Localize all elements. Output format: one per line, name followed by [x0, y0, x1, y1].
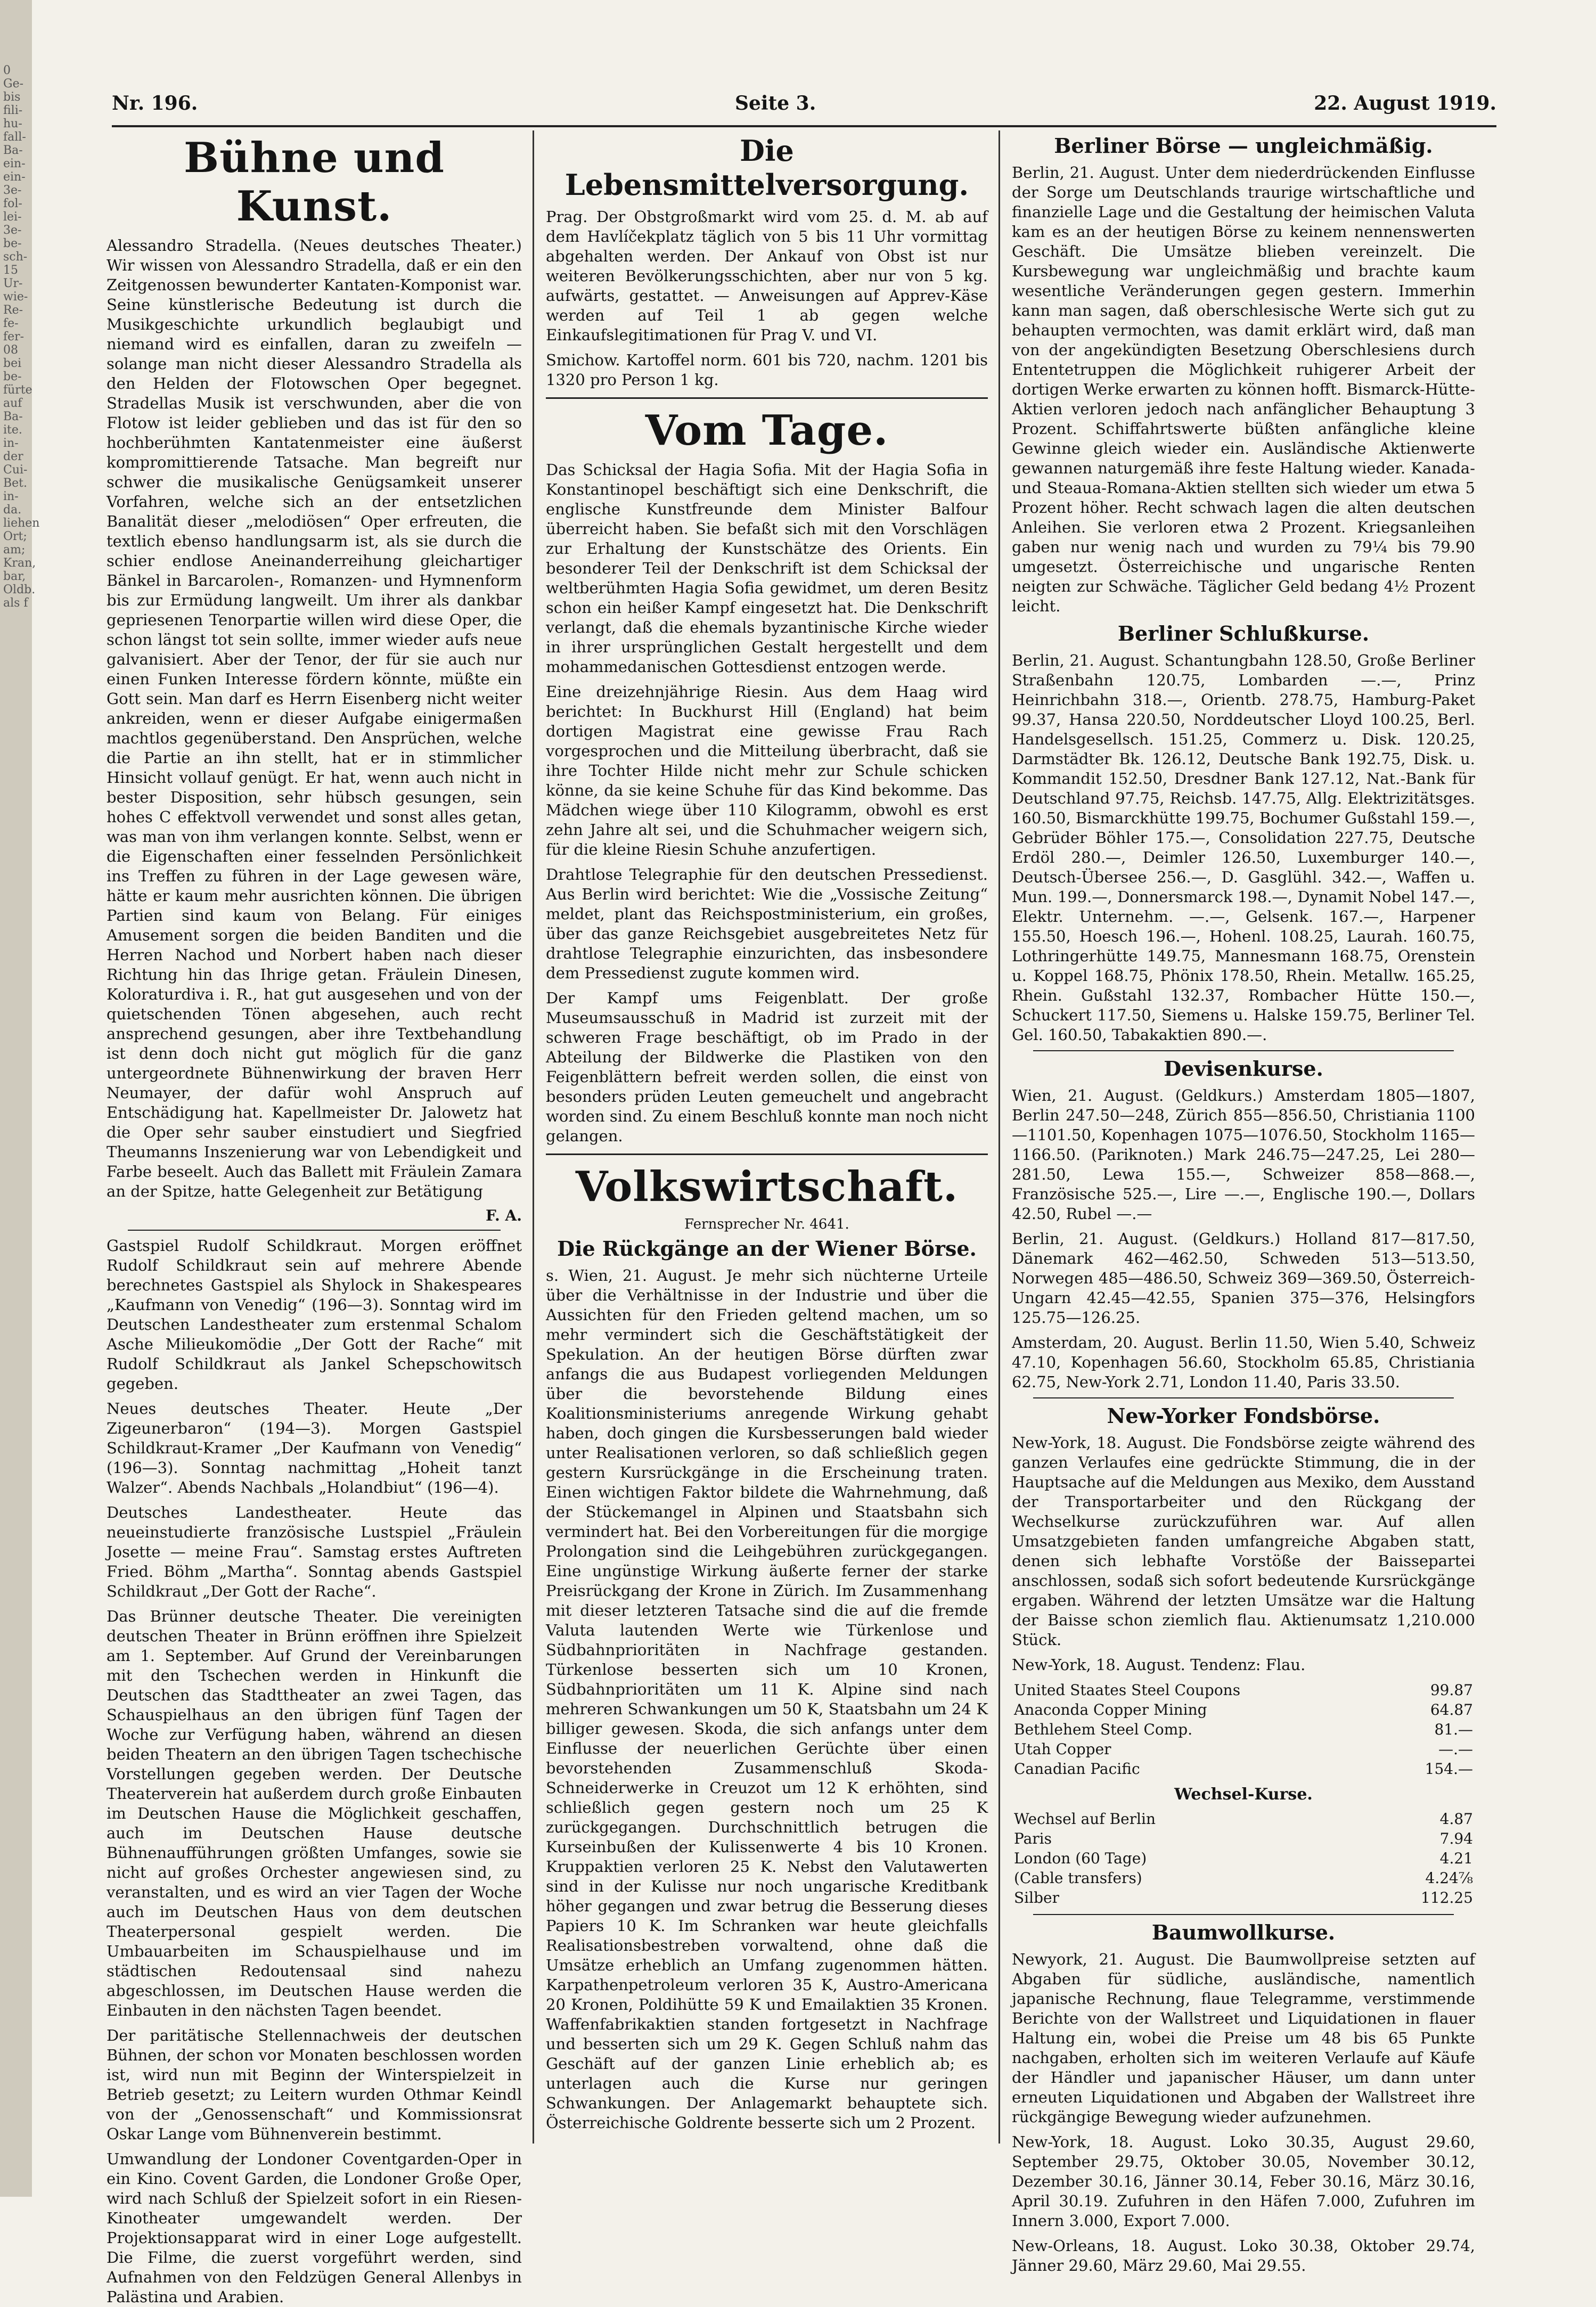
section-title-berliner-boerse: Berliner Börse — ungleichmäßig.	[1054, 134, 1433, 158]
divider	[546, 1154, 988, 1155]
section-title-volkswirtschaft: Volkswirtschaft.	[575, 1163, 959, 1211]
stock-table	[1012, 1680, 1475, 1779]
quote-name: Anaconda Copper Mining	[1014, 1701, 1207, 1719]
quote-value: 7.94	[1439, 1830, 1473, 1847]
quotes-heading: New-York, 18. August. Tendenz: Flau.	[1012, 1656, 1306, 1674]
article-signature: F. A.	[485, 1207, 522, 1224]
news-item: Der paritätische Stellennachweis der deutschen Bühnen, der schon vor Monaten beschlossen worden ist, wird nun mit Beginn der Winterspielzeit in Betrieb gesetzt; zu Leitern wurden Othmar Keindl von der „Genossenschaft“ und Kommissionsrat Oskar Lange vom Bühnenverein bestimmt.	[107, 2026, 522, 2143]
news-item: Umwandlung der Londoner Coventgarden-Oper in ein Kino. Covent Garden, die Londoner Große Oper, wird nach Schluß der Spielzeit sofort in ein Riesen-Kinotheater umgewandelt werden. Der Projektionsapparat wird in einer Loge aufgestellt. Die Filme, die zuerst vorgeführt werden, sind Aufnahmen von den Feldzügen General Allenbys in Palästina und Arabien.	[107, 2150, 522, 2306]
news-item: Eine dreizehnjährige Riesin. Aus dem Haag wird berichtet: In Buckhurst Hill (England) hat beim dortigen Magistrat eine gewisse Frau Rach vorgesprochen und die Mitteilung überbracht, daß sie ihre Tochter Hilde nicht mehr zur Schule schicken könne, da sie keine Schuhe für das Kind bekomme. Das Mädchen wiege über 110 Kilogramm, obwohl es erst zehn Jahre alt sei, und die Schuhmacher weigern sich, für die kleine Riesin Schuhe anzufertigen.	[546, 683, 988, 858]
section-title-buehne: Bühne und Kunst.	[184, 134, 445, 231]
section-title-lebensmittel: Die Lebensmittelversorgung.	[564, 134, 969, 202]
news-item: Der Kampf ums Feigenblatt. Der große Museumsausschuß in Madrid ist zurzeit mit der schweren Frage beschäftigt, ob im Prado in der Abteilung der Bildwerke die Plastiken von den Feigenblättern befreit werden sollen, die einst von besonders prüden Leuten gemeuchelt und angebracht worden sind. Zu einem Beschluß konnte man noch nicht gelangen.	[546, 989, 988, 1145]
news-item: Das Schicksal der Hagia Sofia. Mit der Hagia Sofia in Konstantinopel beschäftigt sich eine Denkschrift, die englische Kunstfreunde dem Minister Balfour überreicht haben. Sie befaßt sich mit den Vorschlägen zur Erhaltung der Kunstschätze des Orients. Ein besonderer Teil der Denkschrift ist dem Schicksal der weltberühmten Hagia Sofia gewidmet, um deren Besitz schon ein heißer Kampf eingesetzt hat. Die Denkschrift verlangt, daß die ehemals byzantinische Kirche wieder in ihrer ursprünglichen Gestalt hergestellt und dem mohammedanischen Gottesdienst entzogen werde.	[546, 461, 988, 676]
issue-date: 22. August 1919.	[1314, 92, 1496, 114]
section-title-new-york: New-Yorker Fondsbörse.	[1107, 1404, 1380, 1428]
divider	[1033, 1050, 1454, 1051]
wechsel-heading: Wechsel-Kurse.	[1174, 1785, 1313, 1804]
column-divider	[533, 130, 534, 2144]
quotes-baumwolle-ny: New-York, 18. August. Loko 30.35, August 29.60, September 29.75, Oktober 30.05, November 30.12, Dezember 30.16, Jänner 30.14, Feber 30.16, März 30.16, April 30.19. Zufuhren in den Häfen 7.000, Zufuhren im Innern 3.000, Export 7.000.	[1012, 2133, 1475, 2230]
quote-row	[1012, 1888, 1475, 1908]
article-berliner-boerse: Berlin, 21. August. Unter dem niederdrückenden Einflusse der Sorge um Deutschlands traurige wirtschaftliche und finanzielle Lage und die Gestaltung der heimischen Valuta kam es an der heutigen Börse zu keinem nennenswerten Geschäft. Die Umsätze blieben vereinzelt. Die Kursbewegung war ungleichmäßig und brachte kaum wesentliche Veränderungen gegen gestern. Immerhin kann man sagen, daß oberschlesische Werte sich gut zu behaupten vermochten, was damit erklärt wird, daß man von der angekündigten Besetzung Oberschlesiens durch Ententetruppen die Möglichkeit ruhigerer Arbeit der dortigen Werke erwarten zu können hofft. Bismarck-Hütte-Aktien verloren jedoch nach anfänglicher Behauptung 3 Prozent. Schiffahrtswerte büßten anfängliche kleine Gewinne gleich wieder ein. Ausländische Aktienwerte gewannen naturgemäß ihre feste Haltung wieder. Kanada- und Steaua-Romana-Aktien stellten sich wieder um etwa 5 Prozent höher. Recht schwach lagen die alten deutschen Anleihen. Sie verloren etwa 2 Prozent. Kriegsanleihen gaben nur wenig nach und wurden zu 79¼ bis 79.90 umgesetzt. Österreichische und ungarische Renten neigten zur Schwäche. Täglicher Geld bedang 4½ Prozent leicht.	[1012, 163, 1475, 615]
quote-value: 112.25	[1421, 1889, 1473, 1907]
news-item: Smichow. Kartoffel norm. 601 bis 720, nachm. 1201 bis 1320 pro Person 1 kg.	[546, 351, 988, 389]
quotes-devisen-amsterdam: Amsterdam, 20. August. Berlin 11.50, Wien 5.40, Schweiz 47.10, Kopenhagen 56.60, Stockholm 65.85, Christiania 62.75, New-York 2.71, London 11.40, Paris 33.50.	[1012, 1334, 1475, 1391]
quote-name: Wechsel auf Berlin	[1014, 1810, 1156, 1828]
issue-number: Nr. 196.	[112, 92, 198, 114]
divider	[128, 1230, 501, 1231]
exchange-table	[1012, 1809, 1475, 1908]
news-item: Prag. Der Obstgroßmarkt wird vom 25. d. M. ab auf dem Havlíčekplatz täglich von 5 bis 11 Uhr vormittag abgehalten werden. Der Ankauf von Obst ist nur weiteren Bevölkerungsschichten, aber nur von 5 kg. aufwärts, gestattet. — Anweisungen auf Apprev-Käse werden auf Teil 1 ab gegen welche Einkaufslegitimationen für Prag V. und VI.	[546, 208, 988, 344]
page-number: Seite 3.	[735, 92, 816, 114]
quote-name: (Cable transfers)	[1014, 1869, 1142, 1887]
adjacent-page-edge	[0, 0, 40, 2197]
adjacent-page-text: 0 Ge- bis fili- hu- fall- Ba- ein- ein- 3e- fol- lei- 3e- be- sch- 15 Ur- wie- Re- fe- fer- 08 bei be- fürte auf Ba- ite. in- der Cui- Bet. in- da. liehen Ort; am; Kran, bar, Oldb. als f	[3, 64, 40, 610]
divider	[546, 397, 988, 399]
quote-row	[1012, 1759, 1475, 1779]
article-new-york: New-York, 18. August. Die Fondsbörse zeigte während des ganzen Verlaufes eine gedrückte Stimmung, die in der Hauptsache auf die Meldungen aus Mexiko, dem Ausstand der Transportarbeiter und den Rückgang der Wechselkurse zurückzuführen war. Auf allen Umsatzgebieten fanden umfangreiche Abgaben statt, denen sich lebhafte Vorstöße der Baissepartei anschlossen, sodaß sich sofort bedeutende Kursrückgänge ergaben. Während der letzten Umsätze war die Haltung der Baisse schon ziemlich flau. Aktienumsatz 1,210.000 Stück.	[1012, 1434, 1475, 1649]
divider	[1033, 1397, 1454, 1398]
quotes-baumwolle-orleans: New-Orleans, 18. August. Loko 30.38, Oktober 29.74, Jänner 29.60, März 29.60, Mai 29.55.	[1012, 2237, 1475, 2275]
section-title-schlusskurse: Berliner Schlußkurse.	[1117, 621, 1370, 645]
quote-name: London (60 Tage)	[1014, 1850, 1147, 1867]
quote-name: Silber	[1014, 1889, 1059, 1907]
quote-name: Paris	[1014, 1830, 1052, 1847]
news-item: Neues deutsches Theater. Heute „Der Zigeunerbaron“ (194—3). Morgen Gastspiel Schildkraut-Kramer „Der Kaufmann von Venedig“ (196—3). Sonntag nachmittag „Hoheit tanzt Walzer“. Abends Nachbals „Holandbiut“ (196—4).	[107, 1400, 522, 1496]
section-title-baumwolle: Baumwollkurse.	[1151, 1920, 1336, 1944]
quote-name: Utah Copper	[1014, 1740, 1111, 1758]
news-item: Das Brünner deutsche Theater. Die vereinigten deutschen Theater in Brünn eröffnen ihre Spielzeit am 1. September. Auf Grund der Vereinbarungen mit den Tschechen werden in Hinkunft die Deutschen das Stadttheater an zwei Tagen, das Schauspielhaus an den übrigen fünf Tagen der Woche zur Verfügung haben, während an diesen beiden Theatern an den übrigen Tagen tschechische Vorstellungen gegeben werden. Der Deutsche Theaterverein hat außerdem durch große Einbauten im Deutschen Hause die Möglichkeit geschaffen, auch im Deutschen Hause deutsche Bühnenaufführungen größten Umfanges, sowie sie nicht auf großes Orchester angewiesen sind, zu veranstalten, und es wird an vier Tagen der Woche auch im Deutschen Haus von dem deutschen Theaterpersonal gespielt werden. Die Umbauarbeiten im Schauspielhause und im städtischen Redoutensaal sind nahezu abgeschlossen, im Deutschen Hause werden die Einbauten in den nächsten Tagen beendet.	[107, 1607, 522, 2019]
quote-name: Canadian Pacific	[1014, 1760, 1140, 1778]
article-wiener-boerse: s. Wien, 21. August. Je mehr sich nüchterne Urteile über die Verhältnisse in der Industrie und über die Aussichten für den Frieden geltend machen, um so mehr vermindert sich die Geschäftstätigkeit der Spekulation. An der heutigen Börse dürften zwar anfangs die aus Budapest vorliegenden Meldungen über die bevorstehende Bildung eines Koalitionsministeriums anregende Wirkung gehabt haben, doch gingen die Kursbesserungen bald wieder unter Realisationen verloren, so daß schließlich gegen gestern Kursrückgänge in die Erscheinung traten. Einen wichtigen Faktor bildete die Wahrnehmung, daß der Stückemangel in Alpinen und Staatsbahn sich vermindert hat. Bei den Vorbereitungen für die morgige Prolongation sind die Leihgebühren zurückgegangen. Eine ungünstige Wirkung äußerte ferner der starke Preisrückgang der Krone in Zürich. Im Zusammenhang mit dieser letzteren Tatsache sind die auf die fremde Valuta lautenden Werte wie Türkenlose und Südbahnprioritäten in Nachfrage gestanden. Türkenlose besserten sich um 10 Kronen, Südbahnprioritäten um 11 K. Alpine sind nach mehreren Schwankungen um 50 K, Staatsbahn um 24 K billiger gewesen. Skoda, die sich anfangs unter dem Einflusse der neuerlichen Gerüchte über einen bevorstehenden Zusammenschluß Skoda-Schneiderwerke in Creuzot um 12 K erhöhten, sind schließlich gegen gestern noch um 25 K zurückgegangen. Durchschnittlich betrugen die Kurseinbußen der Kulissenwerte 4 bis 10 Kronen. Kruppaktien verloren 25 K. Nebst den Valutawerten sind in der Kulisse nur noch ungarische Kreditbank höher gegangen und zwar betrug die Besserung dieses Papiers 10 K. Im Schranken war heute gleichfalls Realisationsbestreben vorwaltend, ohne daß die Umsätze erheblich an Umfang zugenommen hätten. Karpathenpetroleum verloren 35 K, Austro-Americana 20 Kronen, Poldihütte 59 K und Emailaktien 35 Kronen. Waffenfabrikaktien standen fortgesetzt in Nachfrage und besserten sich um 29 K. Gegen Schluß nahm das Geschäft auf der ganzen Linie erheblich ab; es unterlagen auch die Kurse nur geringen Schwankungen. Der Anlagemarkt behauptete sich. Österreichische Goldrente besserte sich um 2 Prozent.	[546, 1266, 988, 2132]
article-title-wiener-boerse: Die Rückgänge an der Wiener Börse.	[557, 1237, 977, 1261]
quote-value: 4.21	[1439, 1850, 1473, 1867]
quote-value: 81.—	[1434, 1721, 1473, 1738]
article-baumwolle: Newyork, 21. August. Die Baumwollpreise setzten auf Abgaben für südliche, ausländische, namentlich japanische Rechnung, flaue Telegramme, verstimmende Berichte von der Wallstreet und Liquidationen in flauer Haltung ein, wobei die Preise um 48 bis 65 Punkte nachgaben, erholten sich im weiteren Verlaufe auf Käufe der Händler und japanischer Häuser, um dann unter erneuten Liquidationen und Abgaben der Wallstreet ihre rückgängige Bewegung wieder aufzunehmen.	[1012, 1950, 1475, 2126]
phone-line: Fernsprecher Nr. 4641.	[684, 1216, 849, 1232]
section-title-devisenkurse: Devisenkurse.	[1164, 1057, 1323, 1081]
quotes-schlusskurse: Berlin, 21. August. Schantungbahn 128.50, Große Berliner Straßenbahn 120.75, Lombarden —.—, Prinz Heinrichbahn 318.—, Orientb. 278.75, Hamburg-Paket 99.37, Hansa 220.50, Norddeutscher Lloyd 100.25, Berl. Handelsgesellsch. 151.25, Commerz u. Disk. 120.25, Darmstädter Bk. 126.12, Deutsche Bank 192.75, Disk. u. Kommandit 152.50, Dresdner Bank 127.12, Nat.-Bank für Deutschland 97.75, Reichsb. 147.75, Allg. Elektrizitätsges. 160.50, Bismarckhütte 199.75, Bochumer Gußstahl 159.—, Gebrüder Böhler 175.—, Consolidation 227.75, Deutsche Erdöl 280.—, Deimler 126.50, Luxemburger 140.—, Deutsch-Übersee 256.—, D. Gasglühl. 342.—, Waffen u. Mun. 199.—, Donnersmarck 198.—, Dynamit Nobel 147.—, Elektr. Unternehm. —.—, Gelsenk. 167.—, Harpener 155.50, Hoesch 196.—, Hohenl. 108.25, Laurah. 160.75, Lothringerhütte 149.75, Mannesmann 168.75, Orenstein u. Koppel 168.75, Phönix 178.50, Rhein. Metallw. 165.25, Rhein. Gußstahl 132.37, Rombacher Hütte 150.—, Schuckert 117.50, Siemens u. Halske 159.75, Berliner Tel. Gel. 160.50, Tabakaktien 890.—.	[1012, 651, 1475, 1044]
quote-row	[1012, 1720, 1475, 1739]
quote-name: Bethlehem Steel Comp.	[1014, 1721, 1193, 1738]
quote-row	[1012, 1739, 1475, 1759]
section-title-vom-tage: Vom Tage.	[645, 406, 889, 455]
column-boerse	[1012, 130, 1475, 2275]
quote-row	[1012, 1680, 1475, 1700]
divider	[1033, 1914, 1454, 1915]
news-item: Drahtlose Telegraphie für den deutschen Pressedienst. Aus Berlin wird berichtet: Wie die „Vossische Zeitung“ meldet, plant das Reichspostministerium, ein großes, über das ganze Reichsgebiet ausgebreitetes Netz für drahtlose Telegraphie einzurichten, das insbesondere dem Pressedienst zugute kommen wird.	[546, 865, 988, 982]
quote-name: United Staates Steel Coupons	[1014, 1681, 1241, 1699]
quotes-devisen-wien: Wien, 21. August. (Geldkurs.) Amsterdam 1805—1807, Berlin 247.50—248, Zürich 855—856.50, Christiania 1100—1101.50, Kopenhagen 1075—1076.50, Stockholm 1165—1166.50. (Pariknoten.) Mark 246.75—247.25, Lei 280—281.50, Lewa 155.—, Schweizer 858—868.—, Französische 525.—, Lire —.—, Englische 190.—, Dollars 42.50, Rubel —.—	[1012, 1086, 1475, 1223]
news-item: Gastspiel Rudolf Schildkraut. Morgen eröffnet Rudolf Schildkraut sein auf mehrere Abende berechnetes Gastspiel als Shylock in Shakespeares „Kaufmann von Venedig“ (196—3). Sonntag wird im Deutschen Landestheater zum erstenmal Schalom Asche Milieukomödie „Der Gott der Rache“ mit Rudolf Schildkraut als Jankel Schepschowitsch gegeben.	[107, 1237, 522, 1393]
column-buehne-und-kunst	[107, 130, 522, 2306]
quote-row	[1012, 1848, 1475, 1868]
quote-value: 154.—	[1425, 1760, 1473, 1778]
column-divider	[998, 130, 1000, 2144]
quote-value: —.—	[1438, 1740, 1473, 1758]
quote-value: 99.87	[1430, 1681, 1473, 1699]
page-header	[112, 88, 1496, 127]
quotes-devisen-berlin: Berlin, 21. August. (Geldkurs.) Holland 817—817.50, Dänemark 462—462.50, Schweden 513—513.50, Norwegen 485—486.50, Schweiz 369—369.50, Österreich-Ungarn 42.45—42.55, Spanien 375—376, Helsingfors 125.75—126.25.	[1012, 1230, 1475, 1327]
article-stradella: Alessandro Stradella. (Neues deutsches Theater.) Wir wissen von Alessandro Stradella, daß er ein den Zeitgenossen bewunderter Kantaten-Komponist war. Seine künstlerische Bedeutung ist durch die Musikgeschichte urkundlich beglaubigt und niemand wird es einfallen, daran zu zweifeln — solange man nicht dieser Alessandro Stradella als den Helden der Flotowschen Oper begegnet. Stradellas Musik ist verschwunden, aber die von Flotow ist leider geblieben und das ist für den so hochberühmten Kantatenmeister eine äußerst kompromittierende Tatsache. Man begreift nur schwer die musikalische Genügsamkeit unserer Vorfahren, welche sich an der entsetzlichen Banalität dieser „melodiösen“ Oper erfreuten, die textlich ebenso handlungsarm ist, als sie durch die schier endlose Aneinanderreihung gleichartiger Bänkel in Barcarolen-, Romanzen- und Hymnenform bis zur Ermüdung langweilt. Um ihrer als dankbar gepriesenen Tenorpartie willen wird diese Oper, die schon längst tot sein sollte, immer wieder aufs neue galvanisiert. Aber der Tenor, der für sie auch nur einen Funken Interesse fördern könnte, müßte ein Gott sein. Man darf es Herrn Eisenberg nicht weiter ankreiden, wenn er dieser Aufgabe einigermaßen machtlos gegenüberstand. Den Ansprüchen, welche die Partie an ihn stellt, hat er in stimmlicher Hinsicht vollauf genügt. Er hat, wenn auch nicht in bester Disposition, sehr hübsch gesungen, sein hohes C effektvoll verwendet und sonst alles getan, was man von ihm verlangen konnte. Selbst, wenn er die Eigenschaften einer fesselnden Persönlichkeit ins Treffen zu führen in der Lage gewesen wäre, hätte er kaum mehr ausrichten können. Die übrigen Partien sind kaum von Belang. Für einiges Amusement sorgen die beiden Banditen und die Herren Nachod und Norbert haben nach dieser Richtung hin das Ihrige getan. Fräulein Dinesen, Koloraturdiva i. R., hat gut ausgesehen und von der quietschenden Tönen abgesehen, auch recht ansprechend gesungen, aber ihre Textbehandlung ist denn doch nicht gut möglich für die ganz untergeordnete Bühnenwirkung der braven Herr Neumayer, der dafür wohl Anspruch auf Entschädigung hat. Kapellmeister Dr. Jalowetz hat die Oper sehr sauber einstudiert und Siegfried Theumanns Inszenierung war von Lebendigkeit und Farbe beseelt. Auch das Ballett mit Fräulein Zamara an der Spitze, hatte Gelegenheit zur Betätigung	[107, 236, 522, 1200]
quote-value: 64.87	[1430, 1701, 1473, 1719]
column-middle	[546, 130, 988, 2144]
quote-row	[1012, 1809, 1475, 1829]
news-item: Deutsches Landestheater. Heute das neueinstudierte französische Lustspiel „Fräulein Josette — meine Frau“. Samstag erstes Auftreten Fried. Böhm „Martha“. Sonntag abends Gastspiel Schildkraut „Der Gott der Rache“.	[107, 1503, 522, 1600]
quote-row	[1012, 1868, 1475, 1888]
quote-row	[1012, 1829, 1475, 1848]
quote-row	[1012, 1700, 1475, 1720]
quote-value: 4.87	[1439, 1810, 1473, 1828]
quote-value: 4.24⅞	[1425, 1869, 1473, 1887]
